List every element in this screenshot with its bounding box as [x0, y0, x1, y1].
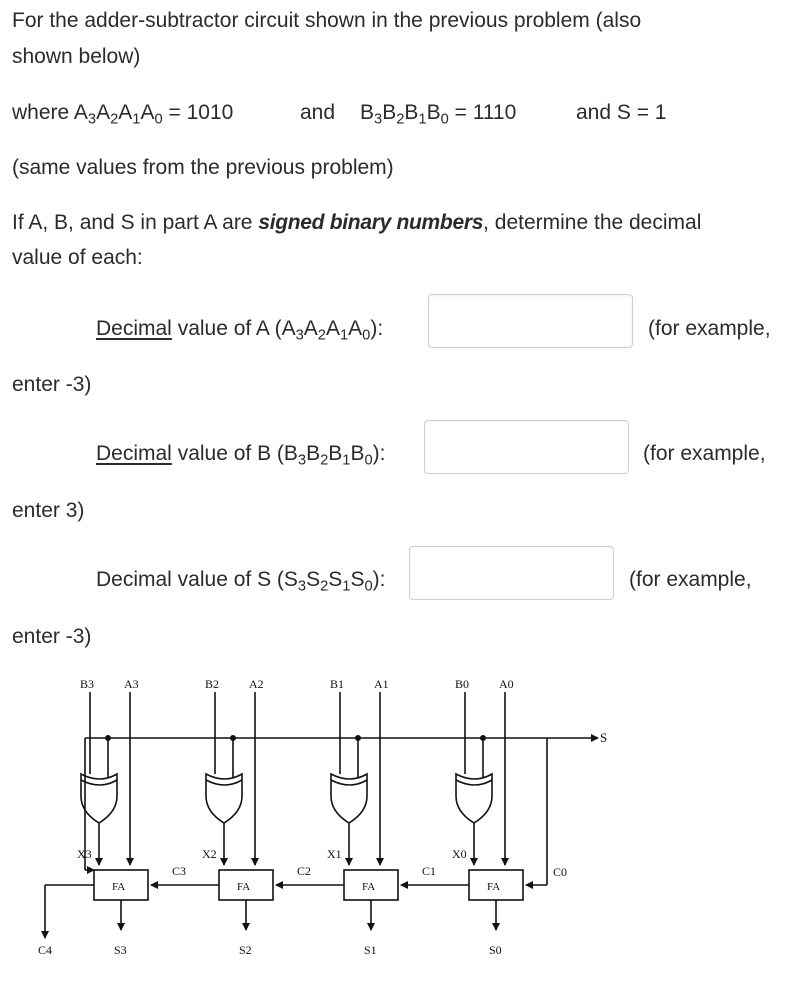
decimal-b-input[interactable] [424, 420, 629, 474]
label-b0: B0 [455, 677, 470, 691]
label-a1: A1 [374, 677, 389, 691]
label-b1: B1 [330, 677, 345, 691]
label-a2: A2 [249, 677, 264, 691]
label-x0: X0 [452, 847, 467, 861]
question-a-enter: enter -3) [12, 373, 92, 396]
question-b-enter: enter 3) [12, 499, 85, 522]
question-a-label: Decimal value of A $(A_3A_2A_1A_0)$: [96, 317, 384, 344]
xor-gate-0 [456, 774, 492, 823]
intro-line-2: shown below) [12, 45, 141, 68]
fa-label-1: FA [362, 881, 376, 893]
label-x3: X3 [77, 847, 92, 861]
fa-label-2: FA [237, 881, 251, 893]
label-s0: S0 [489, 943, 502, 957]
circuit-labels [38, 677, 607, 957]
xor-gate-1 [331, 774, 367, 823]
question-s-label: Decimal value of S $(S_3S_2S_1S_0)$: [96, 568, 386, 595]
label-c0: C0 [553, 865, 568, 879]
label-x1: X1 [327, 847, 342, 861]
task-line-1: If A, B, and S in part A are signed binary numbers, determine the decimal [12, 211, 702, 234]
decimal-s-input[interactable] [409, 546, 614, 600]
label-b3: B3 [80, 677, 95, 691]
label-b2: B2 [205, 677, 220, 691]
fa-label-0: FA [487, 881, 501, 893]
given-a: where $A_3A_2A_1A_0 = 1010$ [12, 101, 234, 128]
task-emphasis: signed binary numbers [258, 211, 484, 234]
label-a3: A3 [124, 677, 139, 691]
xor-gate-2 [206, 774, 242, 823]
question-s-enter: enter -3) [12, 625, 92, 648]
label-c2: C2 [297, 864, 312, 878]
label-s3: S3 [114, 943, 127, 957]
given-b: $B_3B_2B_1B_0 = 1110$ [360, 101, 517, 128]
label-a0: A0 [499, 677, 514, 691]
task-line-2: value of each: [12, 246, 143, 269]
label-x2: X2 [202, 847, 217, 861]
question-s-example: (for example, [629, 568, 752, 591]
label-s2: S2 [239, 943, 252, 957]
fa-label-3: FA [112, 881, 126, 893]
xor-gate-3 [81, 774, 117, 823]
decimal-a-input[interactable] [428, 294, 633, 348]
label-c3: C3 [172, 864, 187, 878]
given-note: (same values from the previous problem) [12, 156, 394, 179]
question-b-example: (for example, [643, 442, 766, 465]
question-b-label: Decimal value of B $(B_3B_2B_1B_0)$: [96, 442, 386, 469]
given-s: and S = 1 [576, 101, 667, 124]
label-c1: C1 [422, 864, 437, 878]
label-s: S [600, 730, 608, 745]
adder-subtractor-circuit [0, 660, 640, 970]
intro-line-1: For the adder-subtractor circuit shown in the previous problem (also [12, 9, 642, 32]
label-s1: S1 [364, 943, 377, 957]
given-and: and [300, 101, 336, 124]
label-c4: C4 [38, 943, 53, 957]
question-a-example: (for example, [648, 317, 771, 340]
